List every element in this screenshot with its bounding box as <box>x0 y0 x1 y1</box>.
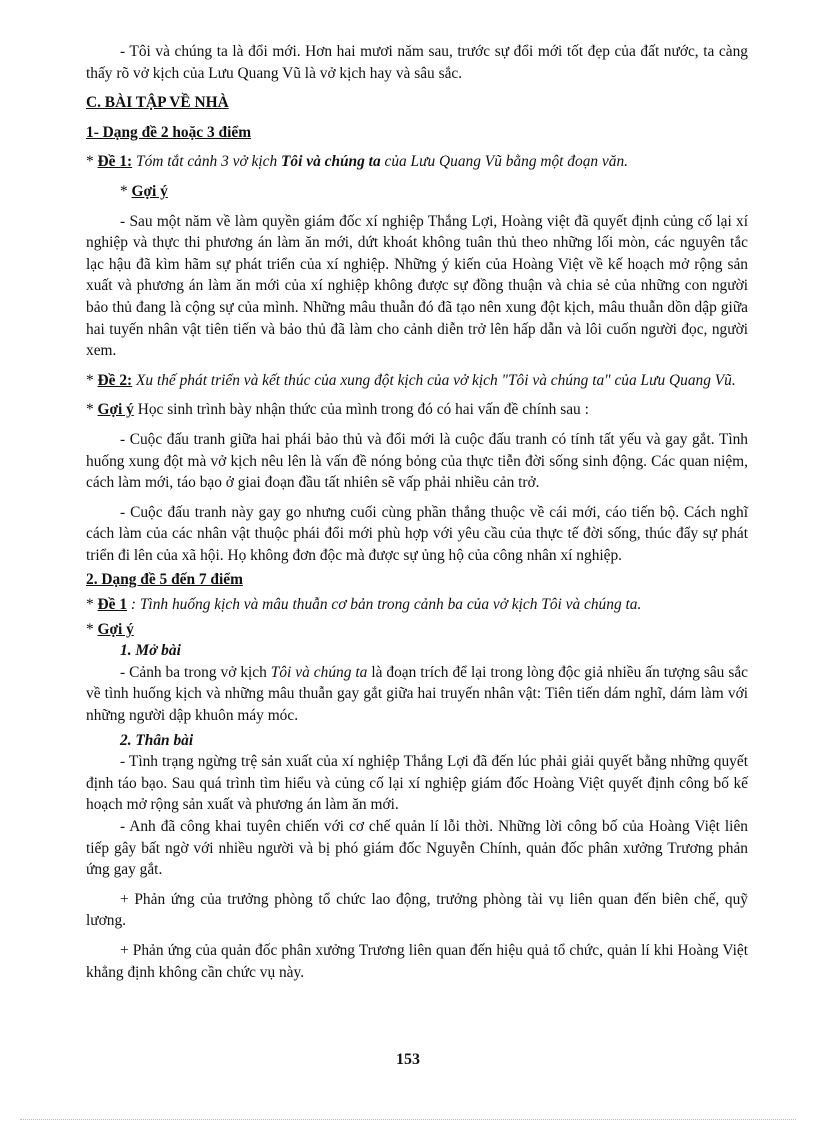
subheading-body: 2. Thân bài <box>120 731 194 749</box>
hint-2-label: Gợi ý <box>97 401 134 419</box>
hint-1-label: Gợi ý <box>131 182 168 200</box>
hint-3-label: Gợi ý <box>97 620 134 638</box>
question-2-star: * <box>86 371 98 389</box>
section-c-heading: C. BÀI TẬP VỀ NHÀ <box>86 94 229 112</box>
hint-2-text: Học sinh trình bày nhận thức của mình trong đó có hai vấn đề chính sau : <box>133 401 589 419</box>
question-1-text-end: của Lưu Quang Vũ bằng một đoạn văn. <box>380 153 629 171</box>
hint-3-star: * <box>86 620 98 638</box>
page-bottom-divider <box>20 1119 796 1120</box>
section-1-heading: 1- Dạng đề 2 hoặc 3 điểm <box>86 123 252 141</box>
question-1-title: Tôi và chúng ta <box>281 153 381 171</box>
hint-2-paragraph-1: - Cuộc đấu tranh giữa hai phái bảo thủ và đổi mới là cuộc đấu tranh có tính tất yếu và gay gắt. Tình huống xung đột mà vở kịch nêu lên là vấn đề nóng bỏng của thực tiễn đời sống sinh động. Các quan niệm, cách làm mới, táo bạo ở giai đoạn đầu tất nhiên sẽ vấp phải nhiều cản trở. <box>86 430 748 492</box>
intro-section-paragraph <box>86 662 748 727</box>
question-2-label: Đề 2: <box>97 371 133 389</box>
subheading-intro: 1. Mở bài <box>120 642 181 660</box>
hint-1-star: * <box>120 182 132 200</box>
question-3-label: Đề 1 <box>97 596 128 614</box>
intro-section-text: - Cảnh ba trong vở kịch <box>120 663 271 681</box>
page-number: 153 <box>396 1051 420 1068</box>
question-1-star: * <box>86 153 98 171</box>
body-paragraph-2: - Anh đã công khai tuyên chiến với cơ chế quản lí lỗi thời. Những lời công bố của Hoàng Việt liên tiếp gây bất ngờ với nhiều người và bị phó giám đốc Nguyễn Chính, quản đốc phân xưởng Trương phản ứng gay gắt. <box>86 818 748 879</box>
question-3-star: * <box>86 596 98 614</box>
question-3-text: : Tình huống kịch và mâu thuẫn cơ bản trong cảnh ba của vở kịch Tôi và chúng ta. <box>127 596 642 614</box>
question-2-text: Xu thế phát triển và kết thúc của xung đột kịch của vở kịch "Tôi và chúng ta" của Lưu Quang Vũ. <box>132 371 736 389</box>
question-1 <box>86 151 748 173</box>
hint-2-heading <box>86 399 748 421</box>
section-2-heading: 2. Dạng đề 5 đến 7 điểm <box>86 571 243 589</box>
body-paragraph-1: - Tình trạng ngừng trệ sản xuất của xí nghiệp Thắng Lợi đã đến lúc phải giải quyết bằng những quyết định táo bạo. Sau quá trình tìm hiểu và củng cố lại xí nghiệp giám đốc Hoàng Việt quyết định công bố kế hoạch mở rộng sản xuất và phương án làm ăn mới. <box>86 753 748 814</box>
question-1-label: Đề 1: <box>97 153 133 171</box>
question-3 <box>86 594 748 616</box>
document-body <box>86 40 748 983</box>
intro-section-text-end: là đoạn trích để lại trong lòng độc giả nhiều ấn tượng sâu sắc về tình huống kịch và những mâu thuẫn gay gắt giữa hai truyến nhân vật: Tiên tiến dám nghĩ, dám làm với những người dập khuôn máy móc. <box>86 663 749 725</box>
hint-1-paragraph: - Sau một năm về làm quyền giám đốc xí nghiệp Thắng Lợi, Hoàng việt đã quyết định củng cố lại xí nghiệp và thực thi phương án làm ăn mới, dứt khoát không tuân thủ theo những lối mòn, các nguyên tắc lạc hậu đã kìm hãm sự phát triển của xí nghiệp. Những ý kiến của Hoàng Việt về kế hoạch mở rộng sản xuất và phương án làm ăn mới của xí nghiệp không được sự đồng thuận và chia sẻ của những con người bảo thủ đang là cộng sự của mình. Những mâu thuẫn đó đã tạo nên xung đột kịch, mâu thuẫn dồn dập giữa hai tuyến nhân vật tiên tiến và bảo thủ đã làm cho cảnh diễn trở lên hấp dẫn và lôi cuốn người đọc, người xem. <box>86 212 748 360</box>
hint-3-heading <box>86 619 748 641</box>
hint-1-heading <box>86 181 748 203</box>
question-2 <box>86 370 748 392</box>
hint-2-paragraph-2: - Cuộc đấu tranh này gay go nhưng cuối cùng phần thắng thuộc về cái mới, cáo tiến bộ. Cách nghĩ cách làm của các nhân vật thuộc phái đổi mới phù hợp với yêu cầu của thực tế đời sống, thúc đẩy sự phát triển đi lên của xã hội. Họ không đơn độc mà được sự ủng hộ của công nhân xí nghiệp. <box>86 503 748 564</box>
intro-text: - Tôi và chúng ta là đổi mới. Hơn hai mươi năm sau, trước sự đổi mới tốt đẹp của đất nước, ta càng thấy rõ vở kịch của Lưu Quang Vũ là vở kịch hay và sâu sắc. <box>86 43 748 82</box>
intro-paragraph <box>86 41 748 84</box>
hint-2-star: * <box>86 401 98 419</box>
body-paragraph-3: + Phản ứng của trưởng phòng tổ chức lao động, trưởng phòng tài vụ liên quan đến biên chế, quỹ lương. <box>86 890 748 930</box>
intro-section-title: Tôi và chúng ta <box>270 663 368 681</box>
body-paragraph-4: + Phản ứng của quản đốc phân xưởng Trương liên quan đến hiệu quả tổ chức, quản lí khi Hoàng Việt khẳng định không cần chức vụ này. <box>86 941 748 981</box>
question-1-text: Tóm tắt cảnh 3 vở kịch <box>132 153 282 171</box>
